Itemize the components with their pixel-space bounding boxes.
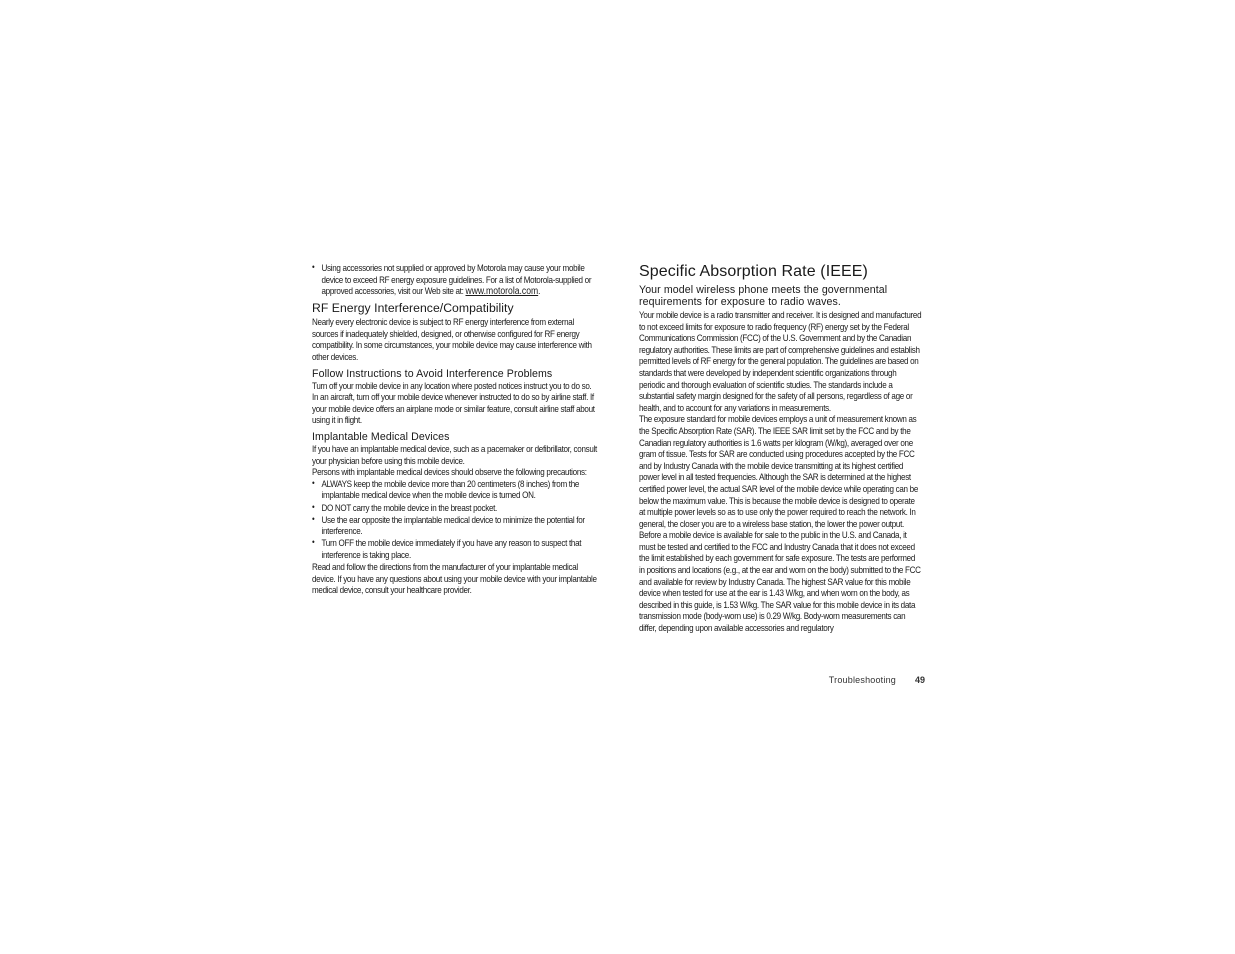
sentence-end: . bbox=[538, 285, 541, 297]
sar-paragraph-1: Your mobile device is a radio transmitter and receiver. It is designed and manufactured to not exceed limits for exposure to radio frequency (RF) energy set by the Federal Communications Commission (FCC) of the U.S. Government and by the Canadian regulatory authorities. These limits are part of comprehensive guidelines and establish permitted levels of RF energy for the general population. The guidelines are based on standards that were developed by independent scientific organizations through periodic and thorough evaluation of scientific studies. The standards include a substantial safety margin designed for the safety of all persons, regardless of age or health, and to account for any variations in measurements. bbox=[639, 309, 922, 413]
page-footer bbox=[780, 674, 925, 686]
page-number: 49 bbox=[914, 675, 925, 685]
avoid-interference-heading: Follow Instructions to Avoid Interference Problems bbox=[312, 367, 553, 380]
list-item: • DO NOT carry the mobile device in the breast pocket. bbox=[312, 502, 597, 514]
motorola-website-link[interactable]: www.motorola.com bbox=[465, 286, 539, 298]
sar-paragraph-3: Before a mobile device is available for sale to the public in the U.S. and Canada, it must be tested and certified to the FCC and Industry Canada that it does not exceed the limit established by each government for safe exposure. The tests are performed in positions and locations (e.g., at the ear and worn on the body) submitted to the FCC and available for review by Industry Canada. The highest SAR value for this mobile device when tested for use at the ear is 1.43 W/kg, and when worn on the body, as described in this guide, is 1.53 W/kg. The SAR value for this mobile device in its data transmission mode (body-worn use) is 0.29 W/kg. Body-worn measurements can differ, depending upon available accessories and regulatory bbox=[639, 529, 921, 634]
implantable-devices-text-3: Read and follow the directions from the manufacturer of your implantable medical device. If you have any questions about using your mobile device with your implantable medical device, consult your healthcare provider. bbox=[312, 560, 597, 596]
implantable-devices-text-2: Persons with implantable medical devices should observe the following precautions: bbox=[312, 466, 587, 478]
implantable-devices-heading: Implantable Medical Devices bbox=[312, 431, 450, 444]
sar-subtitle: Your model wireless phone meets the governmental requirements for exposure to radio waves. bbox=[639, 284, 888, 308]
rf-interference-heading: RF Energy Interference/Compatibility bbox=[312, 301, 514, 316]
accessories-bullet-list bbox=[312, 262, 597, 298]
list-item: • Use the ear opposite the implantable medical device to minimize the potential for interference. bbox=[312, 514, 597, 537]
sar-paragraph-2: The exposure standard for mobile devices employs a unit of measurement known as the Specific Absorption Rate (SAR). The IEEE SAR limit set by the FCC and by the Canadian regulatory authorities is 1.6 watts per kilogram (W/kg), averaged over one gram of tissue. Tests for SAR are conducted using procedures accepted by the FCC and by Industry Canada with the mobile device transmitting at its highest certified power level in all tested frequencies. Although the SAR is determined at the highest certified power level, the actual SAR level of the mobile device while operating can be below the maximum value. This is because the mobile device is designed to operate at multiple power levels so as to use only the power required to reach the network. In general, the closer you are to a wireless base station, the lower the power output. bbox=[639, 413, 919, 529]
list-item: • Turn OFF the mobile device immediately if you have any reason to suspect that interference is taking place. bbox=[312, 537, 597, 560]
sar-title: Specific Absorption Rate (IEEE) bbox=[639, 263, 868, 280]
implantable-devices-text-1: If you have an implantable medical device, such as a pacemaker or defibrillator, consult your physician before using this mobile device. bbox=[312, 443, 597, 466]
avoid-interference-text-1: Turn off your mobile device in any location where posted notices instruct you to do so. bbox=[312, 379, 592, 391]
list-item bbox=[312, 262, 597, 298]
left-column bbox=[312, 262, 598, 596]
rf-interference-text: Nearly every electronic device is subject to RF energy interference from external sources if inadequately shielded, designed, or otherwise configured for RF energy compatibility. In some circumstances, your mobile device may cause interference with other devices. bbox=[312, 316, 592, 363]
right-column bbox=[639, 262, 923, 634]
footer-section-name: Troubleshooting bbox=[828, 675, 896, 685]
avoid-interference-text-2: In an aircraft, turn off your mobile device whenever instructed to do so by airline staff. If your mobile device offers an airplane mode or similar feature, consult airline staff about using it in flight. bbox=[312, 391, 595, 426]
precautions-list bbox=[312, 478, 597, 561]
accessories-warning-text: Using accessories not supplied or approved by Motorola may cause your mobile device to exceed RF energy exposure guidelines. For a list of Motorola-supplied or approved accessories, visit our Web site at: bbox=[321, 262, 592, 297]
list-item: • ALWAYS keep the mobile device more than 20 centimeters (8 inches) from the implantable medical device when the mobile device is turned ON. bbox=[312, 478, 597, 501]
